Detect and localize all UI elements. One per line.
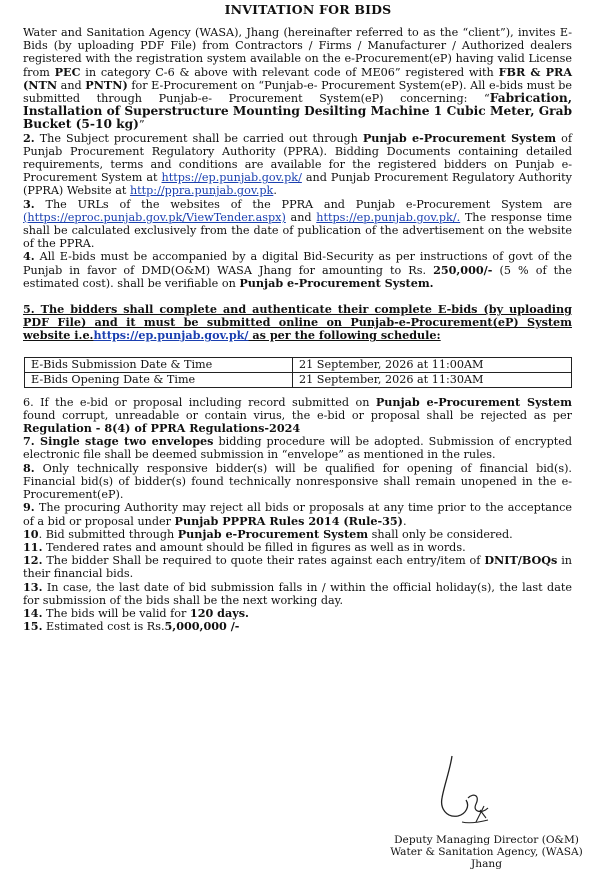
schedule-label: E-Bids Opening Date & Time	[25, 372, 293, 387]
p1-subject: Fabrication, Installation of Superstructure Mounting Desilting Machine 1 Cubic Meter, Grab Bucket (5-10 kg)	[23, 91, 572, 132]
document-body	[23, 26, 572, 633]
p4-text: (5 % of the estimated cost). shall be verifiable on	[23, 263, 572, 290]
p10-system: Punjab e-Procurement System	[177, 526, 369, 541]
paragraph-15	[23, 620, 572, 633]
p2-system: Punjab e-Procurement System	[362, 130, 557, 145]
p12-text: The bidder Shall be required to quote their rates against each entry/item of	[42, 554, 485, 568]
p9-text: The procuring Authority may reject all bids or proposals at any time prior to the acceptance of a bid or proposal under	[23, 501, 572, 528]
p1-text: ”	[138, 118, 145, 132]
paragraph-4	[23, 250, 572, 290]
schedule-table	[24, 357, 572, 388]
p5-text: 5. The bidders shall complete and authenticate their complete E-bids (by uploading PDF File) and it must be submitted online on Punjab-e-Procurement(eP) System website i.e.	[23, 302, 572, 343]
p6-system: Punjab e-Procurement System	[375, 394, 572, 409]
p1-text: in category C-6 & above with relevant code of ME06” registered with	[80, 65, 499, 79]
p11-text: Tendered rates and amount should be filled in figures as well as in words.	[42, 540, 466, 554]
paragraph-9	[23, 501, 572, 527]
p6-text: found corrupt, unreadable or contain virus, the e-bid or proposal shall be rejected as per	[23, 408, 572, 422]
paragraph-10	[23, 528, 572, 541]
p3-text: and	[285, 210, 317, 224]
paragraph-3	[23, 198, 572, 251]
p15-text: Estimated cost is Rs.	[42, 620, 165, 634]
signatory-agency: Water & Sanitation Agency, (WASA)	[390, 846, 583, 859]
p12-number: 12.	[23, 553, 43, 568]
p1-pec: PEC	[54, 64, 81, 79]
bid-security-amount: 250,000/-	[433, 262, 493, 277]
p8-number: 8.	[23, 460, 35, 475]
p1-text: for E-Procurement on “Punjab-e- Procurement System(eP). All e-bids must be submitted through Punjab-e- Procurement System(eP) concerning: “	[23, 78, 572, 106]
p3-number: 3.	[23, 196, 35, 211]
p2-text: of Punjab Procurement Regulatory Authority (PPRA). Bidding Documents containing detailed requirements, terms and conditions are available for the registered bidders on Punjab e-Procurement System at	[23, 131, 572, 185]
validity-days: 120 days.	[189, 605, 249, 620]
p14-number: 14.	[23, 605, 43, 620]
p10-text: shall only be considered.	[368, 527, 513, 541]
signatory-block	[384, 834, 589, 871]
eproc-link[interactable]: (https://eproc.punjab.gov.pk/ViewTender.aspx)	[23, 210, 286, 224]
paragraph-12	[23, 554, 572, 580]
p6-text: 6. If the e-bid or proposal including record submitted on	[23, 395, 376, 409]
p4-system: Punjab e-Procurement System.	[239, 275, 434, 290]
ep-link[interactable]: https://ep.punjab.gov.pk/	[93, 328, 249, 343]
p4-number: 4.	[23, 249, 35, 264]
p7-text: bidding procedure will be adopted. Submission of encrypted electronic file shall be deemed submission in “envelope” as mentioned in the rules.	[23, 435, 573, 462]
paragraph-6	[23, 396, 572, 436]
p1-text: and	[57, 78, 86, 92]
paragraph-13	[23, 581, 572, 607]
p6-regulation: Regulation - 8(4) of PPRA Regulations-2024	[23, 421, 301, 436]
ppra-link[interactable]: http://ppra.punjab.gov.pk	[129, 184, 274, 198]
p3-text: The response time shall be calculated exclusively from the date of publication of the advertisement on the website of the PPRA.	[23, 210, 573, 251]
estimated-cost: 5,000,000 /-	[164, 619, 240, 634]
p9-rules: Punjab PPPRA Rules 2014 (Rule-35)	[174, 513, 403, 528]
paragraph-2	[23, 132, 572, 198]
p12-text: in their financial bids.	[23, 554, 572, 581]
handwritten-signature	[370, 752, 590, 832]
p11-number: 11.	[23, 539, 43, 554]
paragraph-5	[23, 303, 572, 343]
p3-text: The URLs of the websites of the PPRA and Punjab e-Procurement System are	[34, 197, 572, 211]
ep-link[interactable]: https://ep.punjab.gov.pk/.	[316, 210, 461, 224]
p13-text: In case, the last date of bid submission falls in / within the official holiday(s), the last date for submission of the bids shall be the next working day.	[23, 580, 572, 607]
p1-text: Water and Sanitation Agency (WASA), Jhang (hereinafter referred to as the “client”), invites E-Bids (by uploading PDF File) from Contractors / Firms / Manufacturer / Authorized dealers registered with the registration system available on the e-Procurement(eP) having valid License from	[23, 26, 572, 79]
p12-dnit: DNIT/BOQs	[484, 553, 558, 568]
schedule-value: 21 September, 2026 at 11:30AM	[293, 372, 572, 387]
schedule-value: 21 September, 2026 at 11:00AM	[293, 357, 572, 372]
p10-text: . Bid submitted through	[38, 527, 178, 541]
p9-text: .	[402, 514, 407, 528]
p4-text: All E-bids must be accompanied by a digital Bid-Security as per instructions of govt of the Punjab in favor of DMD(O&M) WASA Jhang for amounting to Rs.	[23, 250, 572, 277]
p10-number: 10	[23, 526, 39, 541]
p9-number: 9.	[23, 500, 35, 515]
p1-pntn: PNTN)	[85, 77, 128, 92]
page-title: INVITATION FOR BIDS	[224, 2, 392, 17]
p7-bold: 7. Single stage two envelopes	[23, 434, 214, 449]
p2-text: .	[273, 184, 277, 198]
p2-text: The Subject procurement shall be carried out through	[34, 131, 363, 145]
paragraph-7	[23, 435, 572, 461]
signatory-title: Deputy Managing Director (O&M)	[394, 834, 579, 846]
ep-link[interactable]: https://ep.punjab.gov.pk/	[161, 171, 302, 185]
p5-text: as per the following schedule:	[248, 328, 441, 343]
p2-text: and Punjab Procurement Regulatory Authority (PPRA) Website at	[23, 171, 572, 198]
p14-text: The bids will be valid for	[42, 606, 190, 620]
p8-text: Only technically responsive bidder(s) will be qualified for opening of financial bid(s). Financial bid(s) of bidder(s) found technically nonresponsive shall remain unopened in the e-Procurement(eP).	[23, 461, 572, 502]
p2-number: 2.	[23, 130, 35, 145]
paragraph-1	[23, 26, 572, 132]
signatory-city: Jhang	[471, 858, 502, 871]
paragraph-8	[23, 462, 572, 502]
p1-fbr: FBR & PRA (NTN	[23, 64, 573, 92]
schedule-label: E-Bids Submission Date & Time	[25, 357, 293, 372]
p13-number: 13.	[23, 579, 43, 594]
table-row	[25, 372, 572, 387]
paragraph-14	[23, 607, 572, 620]
p15-number: 15.	[23, 619, 43, 634]
table-row	[25, 357, 572, 372]
